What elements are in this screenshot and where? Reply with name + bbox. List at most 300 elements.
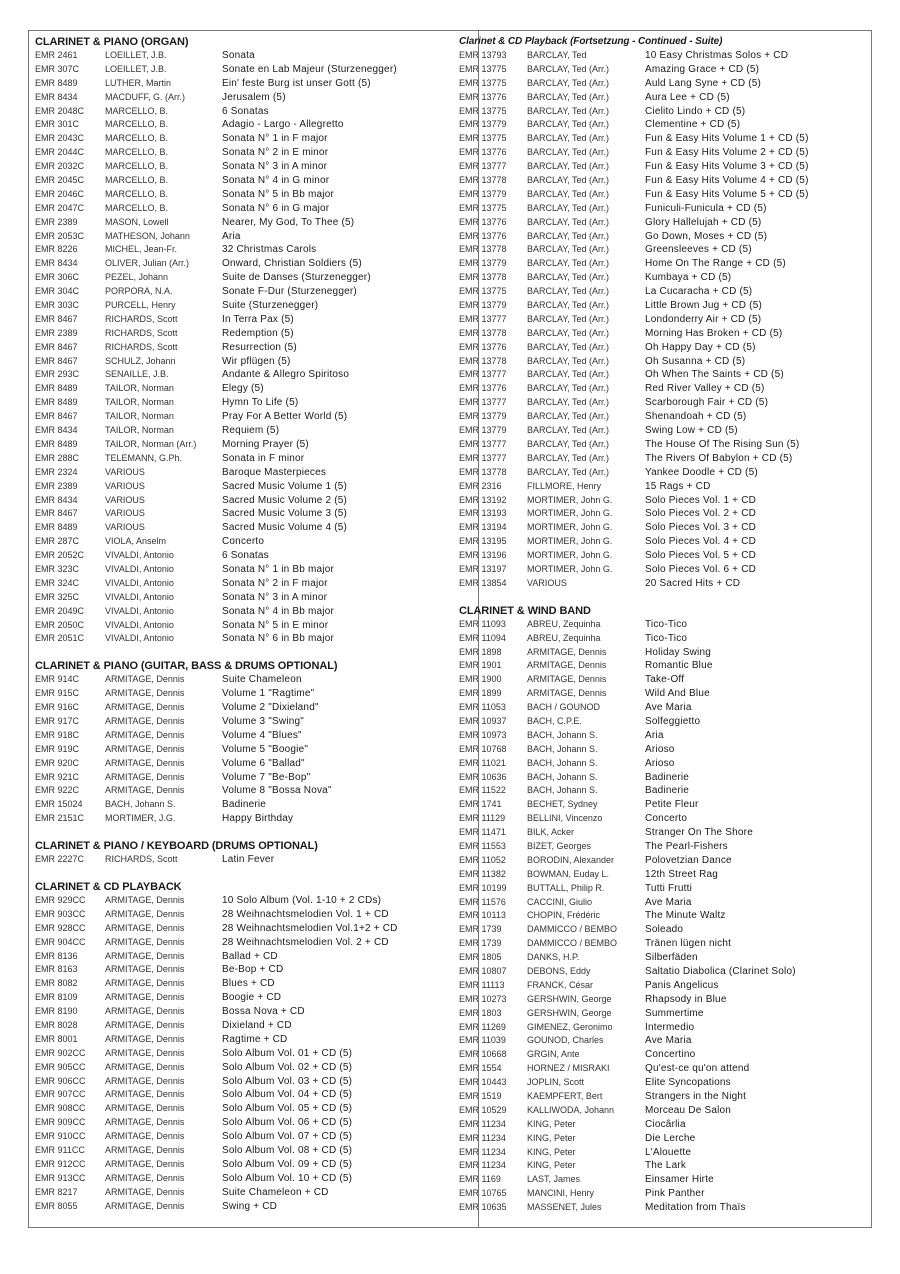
composer-name: PURCELL, Henry xyxy=(105,300,176,311)
composer-name: VIVALDI, Antonio xyxy=(105,591,174,602)
composer-name: BARCLAY, Ted (Arr.) xyxy=(527,244,610,255)
composer-name: MORTIMER, John G. xyxy=(527,550,613,561)
composer-name: KING, Peter xyxy=(527,1118,576,1129)
catalog-row xyxy=(35,1047,449,1061)
composer-name: ARMITAGE, Dennis xyxy=(105,964,185,975)
catalog-row xyxy=(35,327,449,341)
catalog-row xyxy=(459,909,863,923)
work-title: Take-Off xyxy=(645,674,685,686)
catalog-number: EMR 2227C xyxy=(35,854,85,865)
catalog-row xyxy=(35,466,449,480)
work-title: Greensleeves + CD (5) xyxy=(645,244,752,256)
catalog-number: EMR 8467 xyxy=(35,355,78,366)
catalog-row xyxy=(459,646,863,660)
work-title: Polovetzian Dance xyxy=(645,854,732,866)
catalog-row xyxy=(459,230,863,244)
catalog-row xyxy=(35,605,449,619)
composer-name: BARCLAY, Ted (Arr.) xyxy=(527,286,610,297)
work-title: Volume 4 "Blues" xyxy=(222,729,302,741)
catalog-row xyxy=(459,771,863,785)
work-title: Bossa Nova + CD xyxy=(222,1006,305,1018)
composer-name: BARCLAY, Ted (Arr.) xyxy=(527,369,610,380)
catalog-number: EMR 13776 xyxy=(459,216,507,227)
catalog-row xyxy=(35,507,449,521)
work-title: Solo Album Vol. 01 + CD (5) xyxy=(222,1047,353,1059)
catalog-row xyxy=(35,49,449,63)
composer-name: ARMITAGE, Dennis xyxy=(105,922,185,933)
catalog-row xyxy=(35,521,449,535)
catalog-row xyxy=(35,299,449,313)
composer-name: BARCLAY, Ted (Arr.) xyxy=(527,300,610,311)
catalog-row xyxy=(35,549,449,563)
composer-name: MASSENET, Jules xyxy=(527,1202,602,1213)
work-title: Fun & Easy Hits Volume 3 + CD (5) xyxy=(645,161,809,173)
catalog-row xyxy=(459,355,863,369)
catalog-number: EMR 905CC xyxy=(35,1061,86,1072)
work-title: Solo Album Vol. 04 + CD (5) xyxy=(222,1089,353,1101)
composer-name: MORTIMER, John G. xyxy=(527,563,613,574)
work-title: Requiem (5) xyxy=(222,425,280,437)
composer-name: MORTIMER, John G. xyxy=(527,508,613,519)
composer-name: BACH, Johann S. xyxy=(527,785,598,796)
work-title: Ave Maria xyxy=(645,1035,692,1047)
catalog-row xyxy=(459,327,863,341)
work-title: Happy Birthday xyxy=(222,813,294,825)
composer-name: GERSHWIN, George xyxy=(527,993,612,1004)
catalog-number: EMR 307C xyxy=(35,63,80,74)
catalog-row xyxy=(35,1033,449,1047)
composer-name: MARCELLO, B. xyxy=(105,188,169,199)
work-title: Solo Album Vol. 02 + CD (5) xyxy=(222,1061,353,1073)
catalog-row xyxy=(459,521,863,535)
work-title: Little Brown Jug + CD (5) xyxy=(645,300,762,312)
composer-name: BARCLAY, Ted (Arr.) xyxy=(527,355,610,366)
composer-name: KAEMPFERT, Bert xyxy=(527,1091,603,1102)
catalog-row xyxy=(459,659,863,673)
section-clarinet-piano-guitar-bass-drums-optional xyxy=(35,659,449,826)
catalog-row xyxy=(459,105,863,119)
work-title: Sonate en Lab Majeur (Sturzenegger) xyxy=(222,63,397,75)
composer-name: GIMENEZ, Geronimo xyxy=(527,1021,613,1032)
composer-name: BACH, Johann S. xyxy=(527,729,598,740)
work-title: Badinerie xyxy=(222,799,267,811)
work-title: Sacred Music Volume 3 (5) xyxy=(222,508,348,520)
composer-name: PEZEL, Johann xyxy=(105,272,169,283)
catalog-number: EMR 903CC xyxy=(35,908,86,919)
catalog-number: EMR 13777 xyxy=(459,161,507,172)
composer-name: ARMITAGE, Dennis xyxy=(105,702,185,713)
work-title: Einsamer Hirte xyxy=(645,1174,714,1186)
catalog-row xyxy=(35,132,449,146)
catalog-number: EMR 8434 xyxy=(35,91,78,102)
catalog-number: EMR 1898 xyxy=(459,646,502,657)
catalog-row xyxy=(35,977,449,991)
catalog-row xyxy=(459,160,863,174)
composer-name: BARCLAY, Ted (Arr.) xyxy=(527,63,610,74)
work-title: Solo Pieces Vol. 4 + CD xyxy=(645,536,757,548)
composer-name: BARCLAY, Ted (Arr.) xyxy=(527,105,610,116)
catalog-number: EMR 13777 xyxy=(459,397,507,408)
catalog-row xyxy=(459,77,863,91)
composer-name: TAILOR, Norman xyxy=(105,411,174,422)
catalog-number: EMR 2050C xyxy=(35,619,85,630)
catalog-number: EMR 13779 xyxy=(459,119,507,130)
catalog-row xyxy=(35,174,449,188)
catalog-number: EMR 13775 xyxy=(459,63,507,74)
work-title: Meditation from Thaïs xyxy=(645,1202,746,1214)
catalog-number: EMR 11553 xyxy=(459,840,506,851)
composer-name: ARMITAGE, Dennis xyxy=(105,1047,185,1058)
catalog-number: EMR 13195 xyxy=(459,536,507,547)
catalog-row xyxy=(459,549,863,563)
catalog-row xyxy=(35,991,449,1005)
catalog-number: EMR 303C xyxy=(35,300,80,311)
catalog-number: EMR 8434 xyxy=(35,494,78,505)
catalog-number: EMR 2051C xyxy=(35,633,85,644)
composer-name: LOEILLET, J.B. xyxy=(105,50,167,60)
catalog-row xyxy=(35,1116,449,1130)
catalog-number: EMR 13778 xyxy=(459,355,507,366)
catalog-number: EMR 8217 xyxy=(35,1186,78,1197)
work-title: Pray For A Better World (5) xyxy=(222,411,348,423)
catalog-row xyxy=(459,257,863,271)
catalog-number: EMR 13775 xyxy=(459,286,507,297)
catalog-row xyxy=(459,1090,863,1104)
work-title: Volume 6 "Ballad" xyxy=(222,757,305,769)
catalog-number: EMR 13777 xyxy=(459,438,507,449)
work-title: Petite Fleur xyxy=(645,799,699,811)
catalog-number: EMR 13776 xyxy=(459,383,507,394)
work-title: 15 Rags + CD xyxy=(645,480,711,492)
work-title: Sonata N° 3 in A minor xyxy=(222,591,328,603)
composer-name: MASON, Lowell xyxy=(105,216,169,227)
catalog-number: EMR 11094 xyxy=(459,632,506,643)
composer-name: VIOLA, Anselm xyxy=(105,536,167,547)
catalog-row xyxy=(35,1186,449,1200)
work-title: Suite de Danses (Sturzenegger) xyxy=(222,272,371,284)
composer-name: LUTHER, Martin xyxy=(105,77,172,88)
catalog-row xyxy=(459,826,863,840)
catalog-number: EMR 13197 xyxy=(459,563,507,574)
section-title: CLARINET & CD PLAYBACK xyxy=(35,880,182,893)
work-title: Boogie + CD xyxy=(222,992,282,1004)
composer-name: ARMITAGE, Dennis xyxy=(105,785,185,796)
composer-name: VIVALDI, Antonio xyxy=(105,633,174,644)
catalog-number: EMR 8136 xyxy=(35,950,78,961)
work-title: Oh Happy Day + CD (5) xyxy=(645,341,756,353)
work-title: Sonata xyxy=(222,50,255,61)
work-title: Be-Bop + CD xyxy=(222,964,284,976)
composer-name: VIVALDI, Antonio xyxy=(105,605,174,616)
work-title: Soleado xyxy=(645,924,684,936)
work-title: Solo Pieces Vol. 5 + CD xyxy=(645,550,757,562)
composer-name: ARMITAGE, Dennis xyxy=(105,1061,185,1072)
composer-name: MICHEL, Jean-Fr. xyxy=(105,244,178,255)
catalog-row xyxy=(459,687,863,701)
catalog-number: EMR 11234 xyxy=(459,1146,506,1157)
catalog-row xyxy=(459,1132,863,1146)
composer-name: ARMITAGE, Dennis xyxy=(105,1103,185,1114)
catalog-number: EMR 1741 xyxy=(459,799,502,810)
work-title: Volume 5 "Boogie" xyxy=(222,743,309,755)
work-title: Summertime xyxy=(645,1007,704,1019)
catalog-row xyxy=(35,1144,449,1158)
catalog-row xyxy=(459,993,863,1007)
catalog-row xyxy=(459,1159,863,1173)
composer-name: VIVALDI, Antonio xyxy=(105,619,174,630)
composer-name: MORTIMER, John G. xyxy=(527,522,613,533)
catalog-row xyxy=(459,757,863,771)
work-title: Resurrection (5) xyxy=(222,341,297,353)
catalog-row xyxy=(35,784,449,798)
work-title: Oh When The Saints + CD (5) xyxy=(645,369,784,381)
work-title: Badinerie xyxy=(645,785,690,797)
catalog-number: EMR 11052 xyxy=(459,854,506,865)
catalog-row xyxy=(35,146,449,160)
catalog-row xyxy=(35,950,449,964)
catalog-row xyxy=(35,382,449,396)
catalog-row xyxy=(35,313,449,327)
catalog-row xyxy=(35,591,449,605)
catalog-number: EMR 13196 xyxy=(459,550,507,561)
composer-name: BARCLAY, Ted xyxy=(527,50,587,60)
catalog-number: EMR 1519 xyxy=(459,1091,502,1102)
composer-name: ARMITAGE, Dennis xyxy=(105,894,185,905)
catalog-number: EMR 13777 xyxy=(459,452,507,463)
work-title: Volume 2 "Dixieland" xyxy=(222,702,319,714)
work-title: L'Alouette xyxy=(645,1146,692,1158)
work-title: Tico-Tico xyxy=(645,632,688,644)
composer-name: VIVALDI, Antonio xyxy=(105,550,174,561)
work-title: Arioso xyxy=(645,757,675,769)
catalog-number: EMR 8082 xyxy=(35,978,78,989)
catalog-number: EMR 10529 xyxy=(459,1104,507,1115)
catalog-number: EMR 10443 xyxy=(459,1077,507,1088)
catalog-row xyxy=(459,535,863,549)
catalog-number: EMR 8489 xyxy=(35,522,78,533)
composer-name: BIZET, Georges xyxy=(527,840,592,851)
catalog-row xyxy=(35,424,449,438)
catalog-row xyxy=(35,216,449,230)
catalog-number: EMR 10668 xyxy=(459,1049,507,1060)
catalog-row xyxy=(459,382,863,396)
work-title: Cielito Lindo + CD (5) xyxy=(645,105,746,117)
work-title: Sonata N° 3 in A minor xyxy=(222,161,328,173)
catalog-number: EMR 907CC xyxy=(35,1089,86,1100)
composer-name: SENAILLE, J.B. xyxy=(105,369,169,380)
work-title: Latin Fever xyxy=(222,854,275,866)
catalog-number: EMR 2048C xyxy=(35,105,85,116)
catalog-number: EMR 8226 xyxy=(35,244,78,255)
composer-name: LOEILLET, J.B. xyxy=(105,63,167,74)
work-title: Solo Album Vol. 08 + CD (5) xyxy=(222,1145,353,1157)
composer-name: CHOPIN, Frédéric xyxy=(527,910,601,921)
composer-name: DAMMICCO / BEMBO xyxy=(527,938,618,949)
work-title: Baroque Masterpieces xyxy=(222,466,327,478)
composer-name: HORNEZ / MISRAKI xyxy=(527,1063,610,1074)
composer-name: ARMITAGE, Dennis xyxy=(105,1089,185,1100)
composer-name: ABREU, Zequinha xyxy=(527,632,601,643)
section-clarinet-cd-playback-fortsetzung-continued-suite xyxy=(459,35,863,591)
catalog-number: EMR 912CC xyxy=(35,1158,86,1169)
catalog-row xyxy=(35,368,449,382)
catalog-row xyxy=(459,368,863,382)
catalog-row xyxy=(459,923,863,937)
composer-name: LAST, James xyxy=(527,1174,581,1185)
composer-name: OLIVER, Julian (Arr.) xyxy=(105,258,190,269)
catalog-number: EMR 15024 xyxy=(35,799,83,810)
catalog-row xyxy=(35,257,449,271)
catalog-number: EMR 13779 xyxy=(459,300,507,311)
composer-name: TAILOR, Norman xyxy=(105,383,174,394)
catalog-number: EMR 13776 xyxy=(459,341,507,352)
catalog-row xyxy=(35,63,449,77)
catalog-number: EMR 13775 xyxy=(459,202,507,213)
composer-name: BELLINI, Vincenzo xyxy=(527,813,603,824)
composer-name: BARCLAY, Ted (Arr.) xyxy=(527,175,610,186)
work-title: Aria xyxy=(222,230,241,242)
right-column xyxy=(459,35,863,1215)
work-title: Sonata in F minor xyxy=(222,452,305,464)
catalog-row xyxy=(35,410,449,424)
composer-name: FILLMORE, Henry xyxy=(527,480,602,491)
catalog-number: EMR 914C xyxy=(35,674,80,685)
composer-name: ARMITAGE, Dennis xyxy=(527,646,607,657)
catalog-number: EMR 2389 xyxy=(35,327,78,338)
catalog-row xyxy=(459,840,863,854)
catalog-number: EMR 1739 xyxy=(459,938,502,949)
work-title: Ave Maria xyxy=(645,702,692,714)
catalog-row xyxy=(459,951,863,965)
work-title: Swing Low + CD (5) xyxy=(645,425,738,437)
composer-name: ARMITAGE, Dennis xyxy=(105,1200,185,1211)
catalog-row xyxy=(459,494,863,508)
composer-name: ARMITAGE, Dennis xyxy=(105,771,185,782)
composer-name: BOWMAN, Euday L. xyxy=(527,868,610,879)
catalog-row xyxy=(35,202,449,216)
catalog-row xyxy=(459,91,863,105)
work-title: Suite (Sturzenegger) xyxy=(222,300,319,312)
catalog-number: EMR 913CC xyxy=(35,1172,86,1183)
composer-name: ARMITAGE, Dennis xyxy=(105,1075,185,1086)
catalog-row xyxy=(459,632,863,646)
catalog-number: EMR 909CC xyxy=(35,1117,86,1128)
catalog-row xyxy=(459,1146,863,1160)
work-title: Fun & Easy Hits Volume 5 + CD (5) xyxy=(645,188,809,200)
catalog-row xyxy=(35,105,449,119)
catalog-row xyxy=(35,1075,449,1089)
catalog-number: EMR 13776 xyxy=(459,91,507,102)
composer-name: BORODIN, Alexander xyxy=(527,854,615,865)
catalog-row xyxy=(35,729,449,743)
work-title: Solo Album Vol. 07 + CD (5) xyxy=(222,1131,353,1143)
composer-name: RICHARDS, Scott xyxy=(105,313,178,324)
catalog-number: EMR 8489 xyxy=(35,397,78,408)
catalog-row xyxy=(459,673,863,687)
catalog-number: EMR 906CC xyxy=(35,1075,86,1086)
catalog-number: EMR 10807 xyxy=(459,966,507,976)
catalog-number: EMR 1739 xyxy=(459,924,502,935)
work-title: Die Lerche xyxy=(645,1132,696,1144)
section-title: CLARINET & PIANO (GUITAR, BASS & DRUMS OPTIONAL) xyxy=(35,660,338,673)
catalog-row xyxy=(459,49,863,63)
composer-name: JOPLIN, Scott xyxy=(527,1077,585,1088)
catalog-number: EMR 2052C xyxy=(35,550,85,561)
work-title: Rhapsody in Blue xyxy=(645,993,727,1005)
catalog-row xyxy=(35,1088,449,1102)
catalog-number: EMR 13776 xyxy=(459,147,507,158)
work-title: 6 Sonatas xyxy=(222,105,269,117)
work-title: Oh Susanna + CD (5) xyxy=(645,355,746,367)
work-title: Sonata N° 4 in G minor xyxy=(222,175,330,187)
catalog-number: EMR 13778 xyxy=(459,175,507,186)
catalog-row xyxy=(459,1187,863,1201)
work-title: Elegy (5) xyxy=(222,383,264,395)
composer-name: ARMITAGE, Dennis xyxy=(527,674,607,685)
catalog-row xyxy=(459,812,863,826)
work-title: 28 Weihnachtsmelodien Vol.1+2 + CD xyxy=(222,922,398,934)
composer-name: BACH, C.P.E. xyxy=(527,715,582,726)
work-title: Red River Valley + CD (5) xyxy=(645,383,765,395)
composer-name: BACH, Johann S. xyxy=(527,743,598,754)
composer-name: BARCLAY, Ted (Arr.) xyxy=(527,272,610,283)
catalog-number: EMR 916C xyxy=(35,702,80,713)
catalog-number: EMR 288C xyxy=(35,452,80,463)
work-title: Onward, Christian Soldiers (5) xyxy=(222,258,362,270)
catalog-row xyxy=(35,563,449,577)
catalog-row xyxy=(459,701,863,715)
composer-name: ARMITAGE, Dennis xyxy=(105,674,185,685)
work-title: Yankee Doodle + CD (5) xyxy=(645,466,758,478)
catalog-number: EMR 928CC xyxy=(35,922,86,933)
composer-name: ARMITAGE, Dennis xyxy=(105,1131,185,1142)
composer-name: KALLIWODA, Johann xyxy=(527,1104,615,1115)
catalog-number: EMR 11234 xyxy=(459,1118,506,1129)
composer-name: BARCLAY, Ted (Arr.) xyxy=(527,202,610,213)
catalog-number: EMR 2032C xyxy=(35,161,85,172)
composer-name: VARIOUS xyxy=(105,508,145,519)
composer-name: ARMITAGE, Dennis xyxy=(105,950,185,961)
catalog-number: EMR 8467 xyxy=(35,341,78,352)
work-title: Sonata N° 6 in G major xyxy=(222,202,330,214)
work-title: Tränen lügen nicht xyxy=(645,938,732,950)
work-title: Suite Chameleon + CD xyxy=(222,1186,329,1198)
work-title: Fun & Easy Hits Volume 2 + CD (5) xyxy=(645,147,809,159)
work-title: Concertino xyxy=(645,1049,696,1061)
catalog-number: EMR 8163 xyxy=(35,964,78,975)
catalog-number: EMR 10113 xyxy=(459,910,506,921)
work-title: Volume 1 "Ragtime" xyxy=(222,688,315,700)
catalog-number: EMR 10199 xyxy=(459,882,507,893)
catalog-row xyxy=(35,355,449,369)
composer-name: MARCELLO, B. xyxy=(105,105,169,116)
catalog-row xyxy=(35,963,449,977)
work-title: Ragtime + CD xyxy=(222,1033,288,1045)
section-title: CLARINET & WIND BAND xyxy=(459,604,591,617)
work-title: Wild And Blue xyxy=(645,688,710,700)
composer-name: MANCINI, Henry xyxy=(527,1188,595,1199)
work-title: Dixieland + CD xyxy=(222,1020,292,1031)
catalog-number: EMR 917C xyxy=(35,715,80,726)
catalog-number: EMR 2151C xyxy=(35,813,85,824)
work-title: Stranger On The Shore xyxy=(645,827,753,839)
catalog-row xyxy=(35,1158,449,1172)
work-title: Strangers in the Night xyxy=(645,1091,747,1103)
catalog-row xyxy=(459,438,863,452)
work-title: Holiday Swing xyxy=(645,646,711,658)
composer-name: ARMITAGE, Dennis xyxy=(105,1145,185,1156)
catalog-row xyxy=(459,1034,863,1048)
